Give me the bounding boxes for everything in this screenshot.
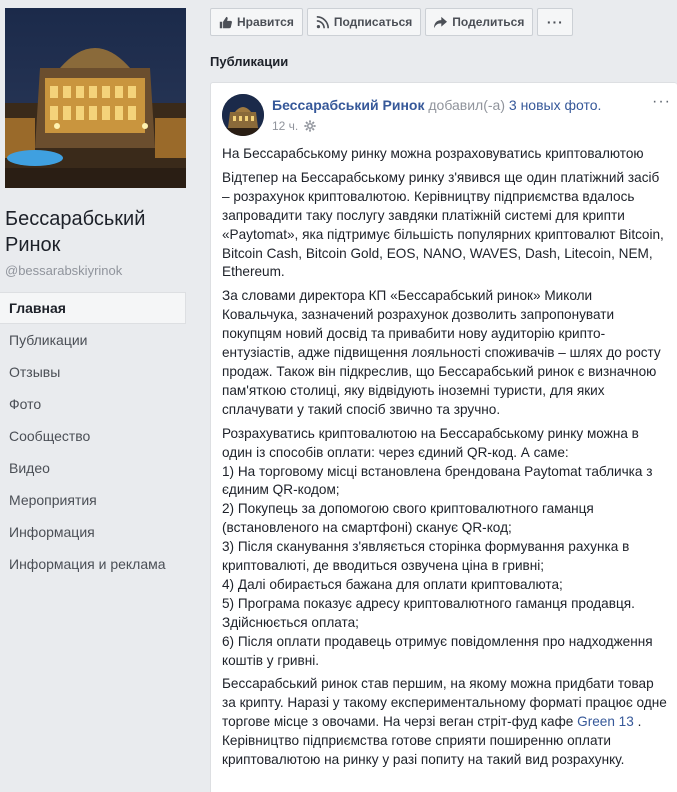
- post-paragraph-4: [222, 675, 667, 732]
- rss-icon: [316, 16, 329, 29]
- subscribe-label: Подписаться: [333, 15, 413, 29]
- page-nav: [0, 292, 186, 580]
- left-column: [0, 0, 197, 792]
- like-label: Нравится: [237, 15, 294, 29]
- post-step: 1) На торговому місці встановлена брендована Paytomat табличка з єдиним QR-кодом;: [222, 463, 653, 498]
- post-step: 3) Після сканування з'являється сторінка формування рахунка в криптовалюті, де вводиться озвучена ціна в гривні;: [222, 539, 630, 574]
- post-action-text: добавил(-а): [428, 97, 505, 113]
- thumbs-up-icon: [219, 16, 232, 29]
- post-author[interactable]: Бессарабський Ринок: [272, 97, 425, 113]
- post-title-line: На Бессарабському ринку можна розраховуватись криптовалютою: [222, 146, 644, 161]
- globe-settings-icon[interactable]: [304, 120, 316, 132]
- post-paragraph-4-text: Бессарабський ринок став першим, на якому можна придбати товар за крипту. Наразі у такому експериментальному форматі працює одне торгове місце з овочами. На черзі веган стріт-фуд кафе: [222, 676, 667, 730]
- post-paragraph-1: Відтепер на Бессарабському ринку з'явився ще один платіжний засіб – розрахунок криптовалютою. Керівництву підприємства вдалось запровадити таку послугу завдяки платіжній системі для крипти «Paytomat», яка підтримує більшість популярних криптовалют Bitcoin, Bitcoin Cash, Bitcoin Gold, EOS, NANO, WAVES, Dash, Litecoin, NEM, Ethereum.: [222, 169, 664, 280]
- nav-item-community[interactable]: Сообщество: [9, 428, 91, 444]
- share-arrow-icon: [434, 16, 447, 29]
- post-time[interactable]: 12 ч.: [272, 119, 299, 133]
- post-card: [210, 82, 677, 792]
- page-actions: [210, 8, 577, 36]
- green13-link[interactable]: Green 13: [577, 714, 634, 730]
- post-body: [222, 145, 667, 775]
- nav-item-info[interactable]: Информация: [9, 524, 95, 540]
- section-title: Публикации: [210, 54, 289, 69]
- post-paragraph-5: Керівництво підприємства готове сприяти поширенню оплати криптовалютою на ринку у разі попиту на такий вид розрахунку.: [222, 733, 625, 768]
- post-meta: [272, 119, 316, 133]
- photos-link[interactable]: 3 новых фото.: [508, 97, 602, 113]
- page-handle[interactable]: @bessarabskiyrinok: [5, 263, 123, 278]
- nav-item-home[interactable]: Главная: [0, 292, 186, 324]
- post-step: 6) Після оплати продавець отримує повідомлення про надходження коштів у гривні.: [222, 633, 653, 668]
- like-button[interactable]: [210, 8, 303, 36]
- post-paragraph-4-end: .: [633, 714, 642, 730]
- nav-item-reviews[interactable]: Отзывы: [9, 364, 61, 380]
- nav-item-info-ads[interactable]: Информация и реклама: [9, 556, 166, 572]
- post-header: [272, 97, 601, 113]
- subscribe-button[interactable]: [307, 8, 421, 36]
- more-dots-icon: ···: [546, 14, 564, 30]
- cover-photo[interactable]: [5, 8, 186, 188]
- page-name[interactable]: Бессарабський Ринок: [5, 208, 146, 256]
- more-button[interactable]: [537, 8, 573, 36]
- nav-item-videos[interactable]: Видео: [9, 460, 50, 476]
- share-button[interactable]: [425, 8, 533, 36]
- nav-item-events[interactable]: Мероприятия: [9, 492, 97, 508]
- post-paragraph-3-intro: Розрахуватись криптовалютою на Бессарабському ринку можна в один із способів оплати: через єдиний QR-код. А саме:: [222, 425, 639, 460]
- post-step: 4) Далі обирається бажана для оплати криптовалюта;: [222, 576, 563, 592]
- nav-item-photos[interactable]: Фото: [9, 396, 42, 412]
- nav-item-posts[interactable]: Публикации: [9, 332, 88, 348]
- post-step: 5) Програма показує адресу криптовалютного гаманця продавця. Здійснюється оплата;: [222, 595, 635, 630]
- post-step: 2) Покупець за допомогою свого криптовалютного гаманця (встановленого на смартфоні) сканує QR-код;: [222, 501, 594, 536]
- post-options-icon[interactable]: ···: [652, 93, 671, 110]
- avatar[interactable]: [222, 94, 264, 136]
- share-label: Поделиться: [452, 15, 525, 29]
- post-paragraph-2: За словами директора КП «Бессарабський ринок» Миколи Ковальчука, зазначений розрахунок дозволить запропонувати покупцям новий досвід та привабити нову аудиторію крипто-ентузіастів, адже підвищення лояльності споживачів – шлях до росту продаж. Також він підкреслив, що Бессарабський ринок є визначною пам'яткою столиці, яку відвідують іноземні туристи, для яких сплачувати у такий спосіб звично та зручно.: [222, 288, 661, 417]
